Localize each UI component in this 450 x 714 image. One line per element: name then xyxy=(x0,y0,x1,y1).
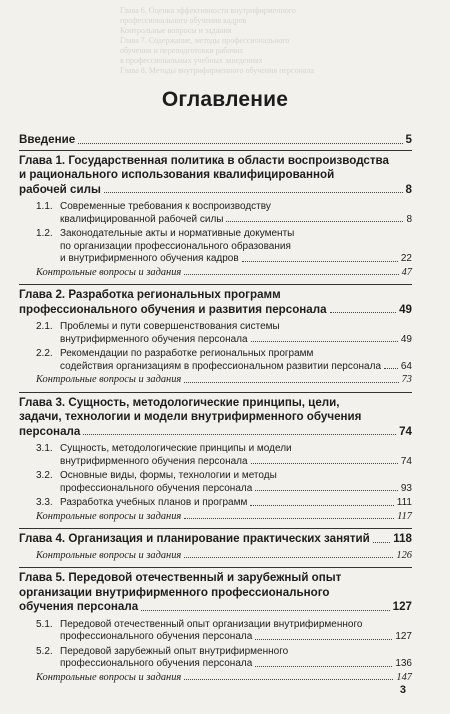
section-page: 8 xyxy=(406,213,412,225)
section-title-line: профессионального обучения персонала xyxy=(60,631,253,642)
section-title-line: профессионального обучения персонала xyxy=(60,658,253,669)
toc-control-questions[interactable] xyxy=(19,267,412,280)
toc-chapter[interactable] xyxy=(19,392,412,442)
dot-leader xyxy=(141,610,389,611)
chapter-page: 74 xyxy=(399,424,412,438)
section-title-line: и внутрифирменного обучения кадров xyxy=(60,253,239,264)
chapter-title-line: Глава 5. Передовой отечественный и зарубежный опыт xyxy=(19,571,342,584)
ghost-line: обучения и переподготовки рабочих xyxy=(120,46,244,55)
toc-section[interactable] xyxy=(19,497,412,510)
chapter-title-last xyxy=(19,425,412,440)
section-line xyxy=(36,619,412,632)
chapter-title-last xyxy=(19,532,412,547)
chapter-list xyxy=(19,150,412,685)
section-page: 111 xyxy=(396,497,412,508)
section-line xyxy=(36,348,412,361)
ghost-line: в профессиональных учебных заведениях xyxy=(120,56,263,65)
section-title-line: Законодательные акты и нормативные документы xyxy=(60,228,295,239)
dot-leader xyxy=(255,639,392,640)
section-title-line: квалифицированной рабочей силы xyxy=(60,213,224,225)
section-title-line: Разработка учебных планов и программ xyxy=(60,497,248,508)
intro-label: Введение xyxy=(19,133,76,146)
section-line xyxy=(36,646,412,659)
toc-section[interactable] xyxy=(19,470,412,495)
control-label: Контрольные вопросы и задания xyxy=(36,671,182,683)
chapter-title-last xyxy=(19,303,412,318)
section-page: 22 xyxy=(400,253,412,264)
control-label: Контрольные вопросы и задания xyxy=(36,549,182,561)
section-title-line: Рекомендации по разработке региональных программ xyxy=(60,348,314,359)
ghost-line: Глава 6. Оценка эффективности внутрифирменного xyxy=(120,6,296,15)
section-title-line: Сущность, методологические принципы и модели xyxy=(60,443,292,454)
dot-leader xyxy=(251,463,398,464)
ghost-line: Глава 8. Методы внутрифирменного обучения персонала xyxy=(120,66,314,75)
section-number: 3.2. xyxy=(36,470,53,481)
section-number: 3.1. xyxy=(36,443,53,454)
control-page: 73 xyxy=(401,374,412,385)
chapter-page: 118 xyxy=(393,532,412,545)
dot-leader xyxy=(184,274,398,275)
section-page: 93 xyxy=(400,482,412,494)
section-line xyxy=(36,470,412,483)
dot-leader xyxy=(184,679,393,680)
section-last-line xyxy=(36,361,412,374)
toc-control-questions[interactable] xyxy=(19,511,412,524)
intro-page: 5 xyxy=(405,133,412,146)
section-line xyxy=(36,228,412,241)
section-title-line: содействия организациям в профессиональном развитии персонала xyxy=(60,360,382,372)
control-label: Контрольные вопросы и задания xyxy=(36,510,182,522)
section-title-line: Передовой зарубежный опыт внутрифирменного xyxy=(60,645,289,657)
chapter-title-line: организации внутрифирменного профессионального xyxy=(19,585,330,599)
toc-chapter[interactable] xyxy=(19,567,412,617)
section-title-line: профессионального обучения персонала xyxy=(60,482,253,494)
toc-chapter[interactable] xyxy=(19,150,412,200)
toc-section[interactable] xyxy=(19,443,412,468)
chapter-title-line: обучения персонала xyxy=(19,600,139,613)
section-page: 49 xyxy=(400,333,412,345)
dot-leader xyxy=(104,192,403,193)
section-title-line: Передовой отечественный опыт организации внутрифирменного xyxy=(60,618,363,630)
chapter-title-line: рабочей силы xyxy=(19,182,101,196)
section-title-line: внутрифирменного обучения персонала xyxy=(60,455,248,467)
dot-leader xyxy=(184,382,398,383)
section-line xyxy=(36,241,412,254)
dot-leader xyxy=(251,341,398,342)
chapter-title-line: Глава 1. Государственная политика в области воспроизводства xyxy=(19,153,389,167)
chapter-title-line: Глава 4. Организация и планирование практических занятий xyxy=(19,532,370,545)
table-of-contents xyxy=(19,133,412,689)
toc-section[interactable] xyxy=(19,201,412,226)
section-last-line xyxy=(36,253,412,266)
section-title-line: Основные виды, формы, технологии и методы xyxy=(60,470,277,481)
dot-leader xyxy=(184,518,394,519)
section-last-line xyxy=(36,456,412,469)
section-number: 5.1. xyxy=(36,618,53,630)
section-last-line xyxy=(36,483,412,496)
dot-leader xyxy=(78,143,402,144)
ghost-line: профессионального обучения кадров xyxy=(120,16,247,25)
dot-leader xyxy=(255,666,392,667)
toc-section[interactable] xyxy=(19,228,412,266)
section-number: 3.3. xyxy=(36,497,53,508)
dot-leader xyxy=(83,434,396,435)
section-number: 2.1. xyxy=(36,321,53,332)
chapter-title-last xyxy=(19,600,412,615)
dot-leader xyxy=(330,312,397,313)
toc-section[interactable] xyxy=(19,619,412,644)
toc-section[interactable] xyxy=(19,348,412,373)
toc-intro[interactable] xyxy=(19,133,412,150)
dot-leader xyxy=(226,221,403,222)
control-page: 117 xyxy=(397,510,412,522)
ghost-line: Контрольные вопросы и задания xyxy=(120,26,232,35)
section-title-line: Проблемы и пути совершенствования системы xyxy=(60,321,280,332)
control-label: Контрольные вопросы и задания xyxy=(36,374,182,385)
toc-control-questions[interactable] xyxy=(19,374,412,387)
chapter-page: 8 xyxy=(405,182,412,196)
control-page: 147 xyxy=(396,671,412,683)
toc-control-questions[interactable] xyxy=(19,550,412,563)
control-page: 126 xyxy=(396,549,412,561)
chapter-title-last xyxy=(19,183,412,198)
toc-section[interactable] xyxy=(19,646,412,671)
section-number: 2.2. xyxy=(36,348,53,359)
chapter-page: 127 xyxy=(392,600,412,613)
chapter-page: 49 xyxy=(399,302,412,316)
section-title-line: внутрифирменного обучения персонала xyxy=(60,333,248,345)
toc-chapter[interactable] xyxy=(19,528,412,549)
section-last-line xyxy=(36,497,412,510)
bleed-through-text xyxy=(120,6,430,76)
section-page: 136 xyxy=(395,658,412,669)
chapter-title-line: персонала xyxy=(19,424,81,438)
chapter-title-line: Глава 3. Сущность, методологические принципы, цели, xyxy=(19,395,340,409)
section-last-line xyxy=(36,334,412,347)
section-last-line xyxy=(36,658,412,671)
dot-leader xyxy=(255,490,398,491)
section-number: 1.2. xyxy=(36,228,53,239)
section-number: 1.1. xyxy=(36,201,53,212)
dot-leader xyxy=(184,557,393,558)
section-title-line: по организации профессионального образования xyxy=(60,240,291,252)
page-number: 3 xyxy=(399,684,406,696)
section-number: 5.2. xyxy=(36,645,53,657)
section-last-line xyxy=(36,214,412,227)
toc-control-questions[interactable] xyxy=(19,672,412,685)
toc-section[interactable] xyxy=(19,321,412,346)
section-page: 127 xyxy=(395,631,412,642)
chapter-title-line: и рационального использования квалифицированной xyxy=(19,168,335,181)
toc-chapter[interactable] xyxy=(19,284,412,319)
chapter-title-line: профессионального обучения и развития персонала xyxy=(19,302,327,316)
control-page: 47 xyxy=(401,266,412,278)
dot-leader xyxy=(242,261,398,262)
dot-leader xyxy=(373,542,390,543)
control-label: Контрольные вопросы и задания xyxy=(36,266,182,278)
section-line xyxy=(36,443,412,456)
chapter-title-line: задачи, технологии и модели внутрифирменного обучения xyxy=(19,410,362,423)
page-title: Оглавление xyxy=(161,88,289,111)
section-page: 64 xyxy=(400,360,412,372)
section-last-line xyxy=(36,631,412,644)
section-title-line: Современные требования к воспроизводству xyxy=(60,201,271,212)
section-page: 74 xyxy=(400,455,412,467)
section-line xyxy=(36,201,412,214)
dot-leader xyxy=(250,505,393,506)
chapter-title-line: Глава 2. Разработка региональных программ xyxy=(19,288,281,301)
section-line xyxy=(36,321,412,334)
dot-leader xyxy=(384,368,398,369)
ghost-line: Глава 7. Содержание, методы профессионального xyxy=(120,36,290,45)
